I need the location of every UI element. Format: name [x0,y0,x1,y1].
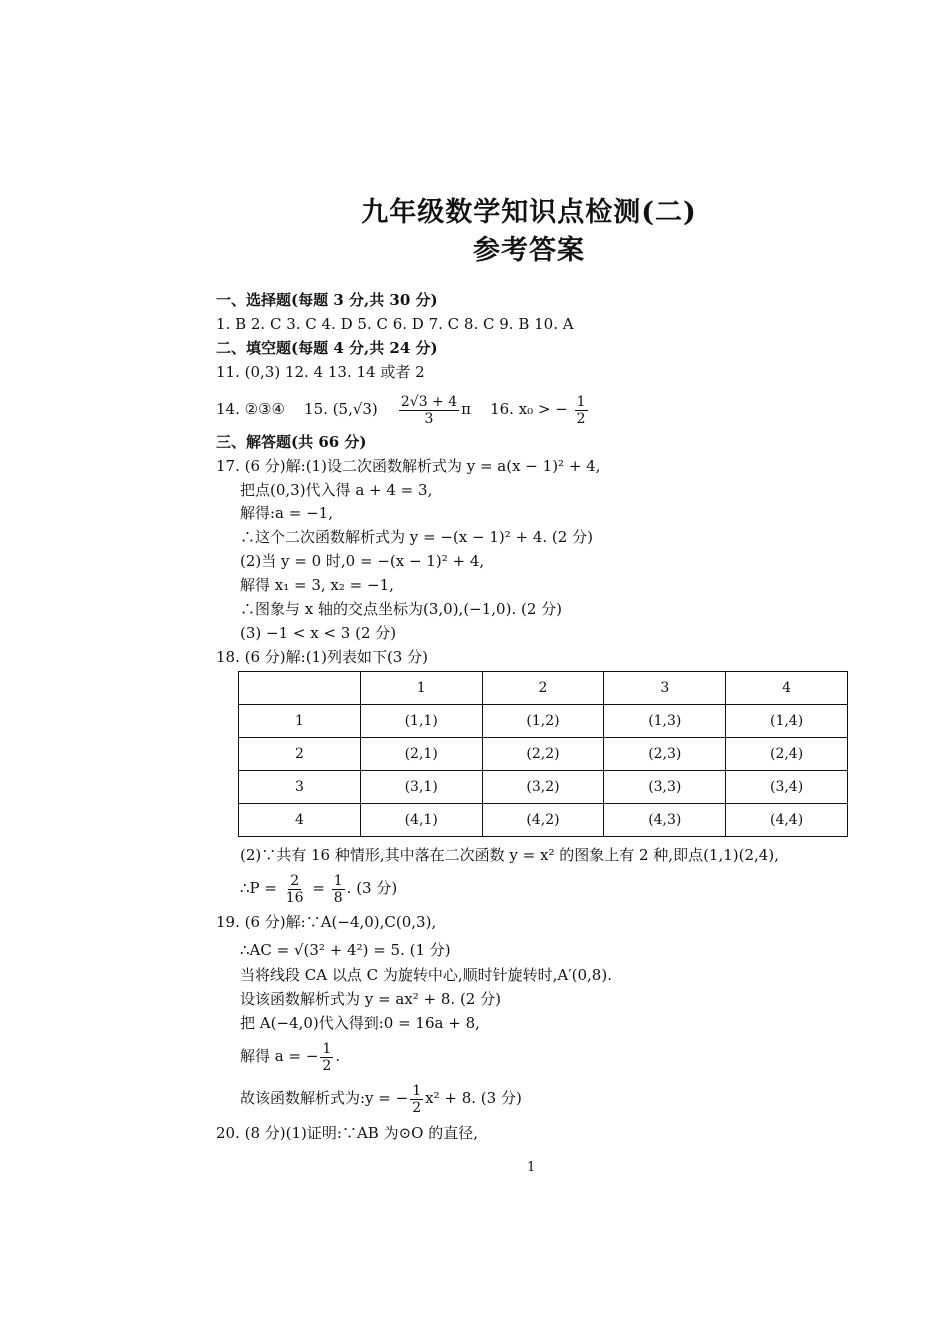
q15-fraction [399,394,459,427]
table-cell: (2,1) [360,738,482,771]
table-cell: (1,3) [604,705,726,738]
table-cell: (1,2) [482,705,604,738]
table-cell: 1 [239,705,361,738]
page-number: 1 [527,1160,536,1175]
q19-final-numerator: 1 [412,1082,422,1099]
table-header-cell [239,672,361,705]
q19-line-5: 把 A(−4,0)代入得到:0 = 16a + 8, [240,1014,480,1032]
q18-probability [240,870,397,906]
q17-line-8: (3) −1 < x < 3 (2 分) [240,624,397,642]
q16-answer: 16. x₀ > − [490,400,568,418]
table-row [239,705,848,738]
table-header-row [239,672,848,705]
table-cell: (2,3) [604,738,726,771]
section-3-heading: 三、解答题(共 66 分) [216,433,367,451]
q18-heading: 18. (6 分)解:(1)列表如下(3 分) [216,648,428,666]
table-cell: (3,1) [360,771,482,804]
q17-line-7: ∴图象与 x 轴的交点坐标为(3,0),(−1,0). (2 分) [240,600,563,618]
q17-line-4: ∴这个二次函数解析式为 y = −(x − 1)² + 4. (2 分) [240,528,593,546]
q19-a-suffix: . [335,1047,341,1065]
q16-fraction-numerator: 1 [576,393,586,410]
q18-line-2: (2)∵共有 16 种情形,其中落在二次函数 y = x² 的图象上有 2 种,即点(1,1)(2,4), [240,846,779,864]
table-cell: (4,2) [482,804,604,837]
table-cell: (4,4) [726,804,848,837]
table-cell: (2,4) [726,738,848,771]
q18-p-suffix: . (3 分) [346,879,398,897]
q19-a-denominator: 2 [322,1057,332,1074]
table-cell: 2 [239,738,361,771]
q19-line-3: 当将线段 CA 以点 C 为旋转中心,顺时针旋转时,A′(0,8). [240,966,612,984]
table-cell: (3,4) [726,771,848,804]
table-cell: (1,4) [726,705,848,738]
table-header-cell: 1 [360,672,482,705]
table-cell: (1,1) [360,705,482,738]
q17-line-5: (2)当 y = 0 时,0 = −(x − 1)² + 4, [240,552,485,570]
table-cell: (3,2) [482,771,604,804]
table-header-cell: 4 [726,672,848,705]
q19-a-fraction [320,1041,333,1074]
q19-line-2: ∴AC = √(3² + 4²) = 5. (1 分) [240,941,451,959]
q17-line-1: 17. (6 分)解:(1)设二次函数解析式为 y = a(x − 1)² + 4, [216,457,601,475]
q19-final-prefix: 故该函数解析式为:y = − [240,1089,409,1107]
page-title: 九年级数学知识点检测(二) [361,197,697,228]
table-row [239,804,848,837]
q18-fraction-1-numerator: 2 [290,872,300,889]
table-cell: 3 [239,771,361,804]
q19-final-suffix: x² + 8. (3 分) [425,1089,522,1107]
q16-fraction [575,394,588,427]
table-cell: 4 [239,804,361,837]
table-header-cell: 3 [604,672,726,705]
page-subtitle: 参考答案 [473,235,585,266]
section-1-answers: 1. B 2. C 3. C 4. D 5. C 6. D 7. C 8. C 9. B 10. A [216,315,574,333]
table-header-cell: 2 [482,672,604,705]
q19-a-numerator: 1 [322,1040,332,1057]
q14-answer: 14. ②③④ [216,400,285,418]
q18-fraction-2-denominator: 8 [333,889,343,906]
q19-line-4: 设该函数解析式为 y = ax² + 8. (2 分) [240,990,501,1008]
q17-line-6: 解得 x₁ = 3, x₂ = −1, [240,576,394,594]
q19-line-1: 19. (6 分)解:∵A(−4,0),C(0,3), [216,913,437,931]
table-cell: (3,3) [604,771,726,804]
q15-pi: π [461,400,472,418]
section-2-line-1: 11. (0,3) 12. 4 13. 14 或者 2 [216,363,425,381]
section-1-heading: 一、选择题(每题 3 分,共 30 分) [216,291,438,309]
table-cell: (2,2) [482,738,604,771]
q18-fraction-1-denominator: 16 [285,889,304,906]
q18-p-prefix: ∴P = [240,879,277,897]
q18-fraction-2 [332,873,345,906]
q15-fraction-denominator: 3 [424,410,434,427]
q19-solve-a [240,1038,340,1074]
q15-fraction-numerator: 2√3 + 4 [400,393,458,410]
table-row [239,771,848,804]
q17-line-3: 解得:a = −1, [240,504,333,522]
q18-fraction-2-numerator: 1 [333,872,343,889]
q19-final-fraction [410,1083,423,1116]
q18-fraction-1 [284,873,306,906]
q19-final [240,1080,522,1116]
q16-fraction-denominator: 2 [576,410,586,427]
table-cell: (4,3) [604,804,726,837]
table-cell: (4,1) [360,804,482,837]
section-2-heading: 二、填空题(每题 4 分,共 24 分) [216,339,438,357]
q19-a-prefix: 解得 a = − [240,1047,319,1065]
table-row [239,738,848,771]
q18-equals: = [312,879,325,897]
section-2-line-2 [216,392,590,427]
q15-answer: 15. (5,√3) [304,400,378,418]
q17-line-2: 把点(0,3)代入得 a + 4 = 3, [240,481,433,499]
outcomes-table [238,671,848,837]
q19-final-denominator: 2 [412,1099,422,1116]
q20-line-1: 20. (8 分)(1)证明:∵AB 为⊙O 的直径, [216,1124,478,1142]
